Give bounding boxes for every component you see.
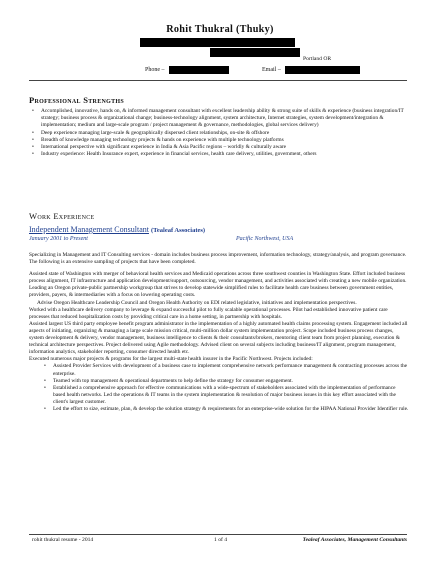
job-description — [29, 252, 409, 413]
redacted-email — [285, 66, 360, 74]
contact-line — [145, 66, 360, 74]
project-sub-list — [29, 363, 409, 413]
job-heading — [29, 225, 409, 234]
page-number: 1 of 4 — [214, 537, 228, 543]
footer-left: rohit thukral resume - 2014 — [32, 537, 94, 543]
project-sub-item: • Established a comprehensive approach for effective communications with a wide-spectrum of stakeholders associated with the implementation of performance based health networks. Led the operations & IT teams in the system implementation & resolution of major business issues in this key effort associated with the client's largest customer. — [29, 385, 409, 406]
strength-item: • Accomplished, innovative, hands on, & informed management consultant with excellent leadership ability & strong suite of skills & experience (business integration/IT strategy; business process & organizational change; business-technology alignment, system architecture, Internet strategies, system development/integration & implementation; medium and large-scale program / project management & governance, methodologies, global services delivery) — [29, 108, 409, 130]
project-paragraph: Executed numerous major projects & programs for the largest multi-state health insurer in the Pacific Northwest. Projects included: — [29, 356, 313, 363]
footer-right: Tealeaf Associates, Management Consultants — [302, 537, 407, 543]
strength-item: • Deep experience managing large-scale & geographically dispersed client relationships, on-site & offshore — [29, 130, 409, 137]
job-dates: January 2001 to Present — [29, 236, 88, 242]
project-sub-item: • Teamed with top management & operational departments to help define the strategy for consumer engagement. — [29, 378, 409, 385]
strength-item: • Industry experience: Health Insurance expert, experience in financial services, health care delivery, utilities, government, others — [29, 151, 409, 158]
phone-label: Phone – — [145, 67, 165, 74]
job-meta — [29, 236, 409, 242]
experience-heading: Work Experience — [29, 211, 95, 221]
nickname-text: (Thuky) — [235, 24, 274, 35]
header-divider — [29, 80, 407, 81]
job-intro: Specializing in Management and IT Consulting services - domain includes business process improvement, information technology, strategy/analysis, and program governance. The following is an extensive sampling of projects that have been completed. — [29, 252, 407, 266]
project-paragraph: Advise Oregon Healthcare Leadership Council and Oregon Health Authority on EDI related legislative, initiatives and implementation perspectives. — [37, 299, 357, 306]
strength-item: • Breadth of knowledge managing technology projects & hands on experience with multiple technology platforms — [29, 137, 409, 144]
candidate-name — [0, 24, 440, 35]
redacted-phone — [169, 66, 229, 74]
strengths-list — [29, 108, 409, 158]
strengths-heading: Professional Strengths — [29, 95, 124, 105]
project-paragraph: Worked with a healthcare delivery company to leverage & expand successful pilot to fully scalable operational processes. Pilot had established innovative patient care processes that reduced hospitalization costs by providing critical care in a home setting, in partnership with hospitals. — [29, 306, 388, 320]
job-organization: (Tealeaf Associates) — [150, 227, 206, 234]
name-text: Rohit Thukral — [166, 24, 234, 35]
project-paragraph: Assisted state of Washington with merger of behavioral health services and Medicaid operations across three southwest counties in Washington State. Effort included business process alignment, IT infrastructure and application development/support, outsourcing, vendor management, and activities associated with creating a new mobile organization. — [29, 271, 407, 285]
strength-item: • International perspective with significant experience in India & Asia Pacific regions – worldly & culturally aware — [29, 144, 409, 151]
footer-divider — [29, 534, 407, 535]
project-paragraph: Assisted largest US third party employee benefit program administrator in the implementation of a highly automated health claims processing system. Engagement included all aspects of initiating, organizing & managing a large scale mission critical, multi-million dollar system implementation project. Scope included business process changes, system development & delivery, vendor management, business intelligence to clients & their consultants/brokers, mentoring client team from project planning, execution & technical architecture perspectives. Project delivered using Agile methodology. Advised client on several subjects including business/IT alignment, program management, information analytics, stakeholder reporting, consumer directed health etc. — [29, 320, 408, 356]
project-sub-item: • Assisted Provider Services with development of a business case to implement comprehensive network performance management & contracting processes across the enterprise. — [29, 363, 409, 377]
job-title: Independent Management Consultant — [29, 225, 149, 234]
redacted-address-line-1 — [140, 38, 295, 47]
job-location: Pacific Northwest, USA — [236, 236, 294, 242]
redacted-address-line-2 — [210, 48, 300, 57]
city-text: Portland OR — [303, 56, 332, 62]
project-sub-item: • Led the effort to size, estimate, plan, & develop the solution strategy & requirements for an enterprise-wide solution for the HIPAA National Provider Identifier rule. — [29, 406, 409, 413]
project-paragraph: Leading an Oregon private-public partnership workgroup that strives to develop statewide simplified rules to facilitate health care business between government entities, providers, payers, & intermediaries with a focus on lowering operating costs. — [29, 285, 394, 299]
email-label: Email – — [262, 67, 281, 74]
